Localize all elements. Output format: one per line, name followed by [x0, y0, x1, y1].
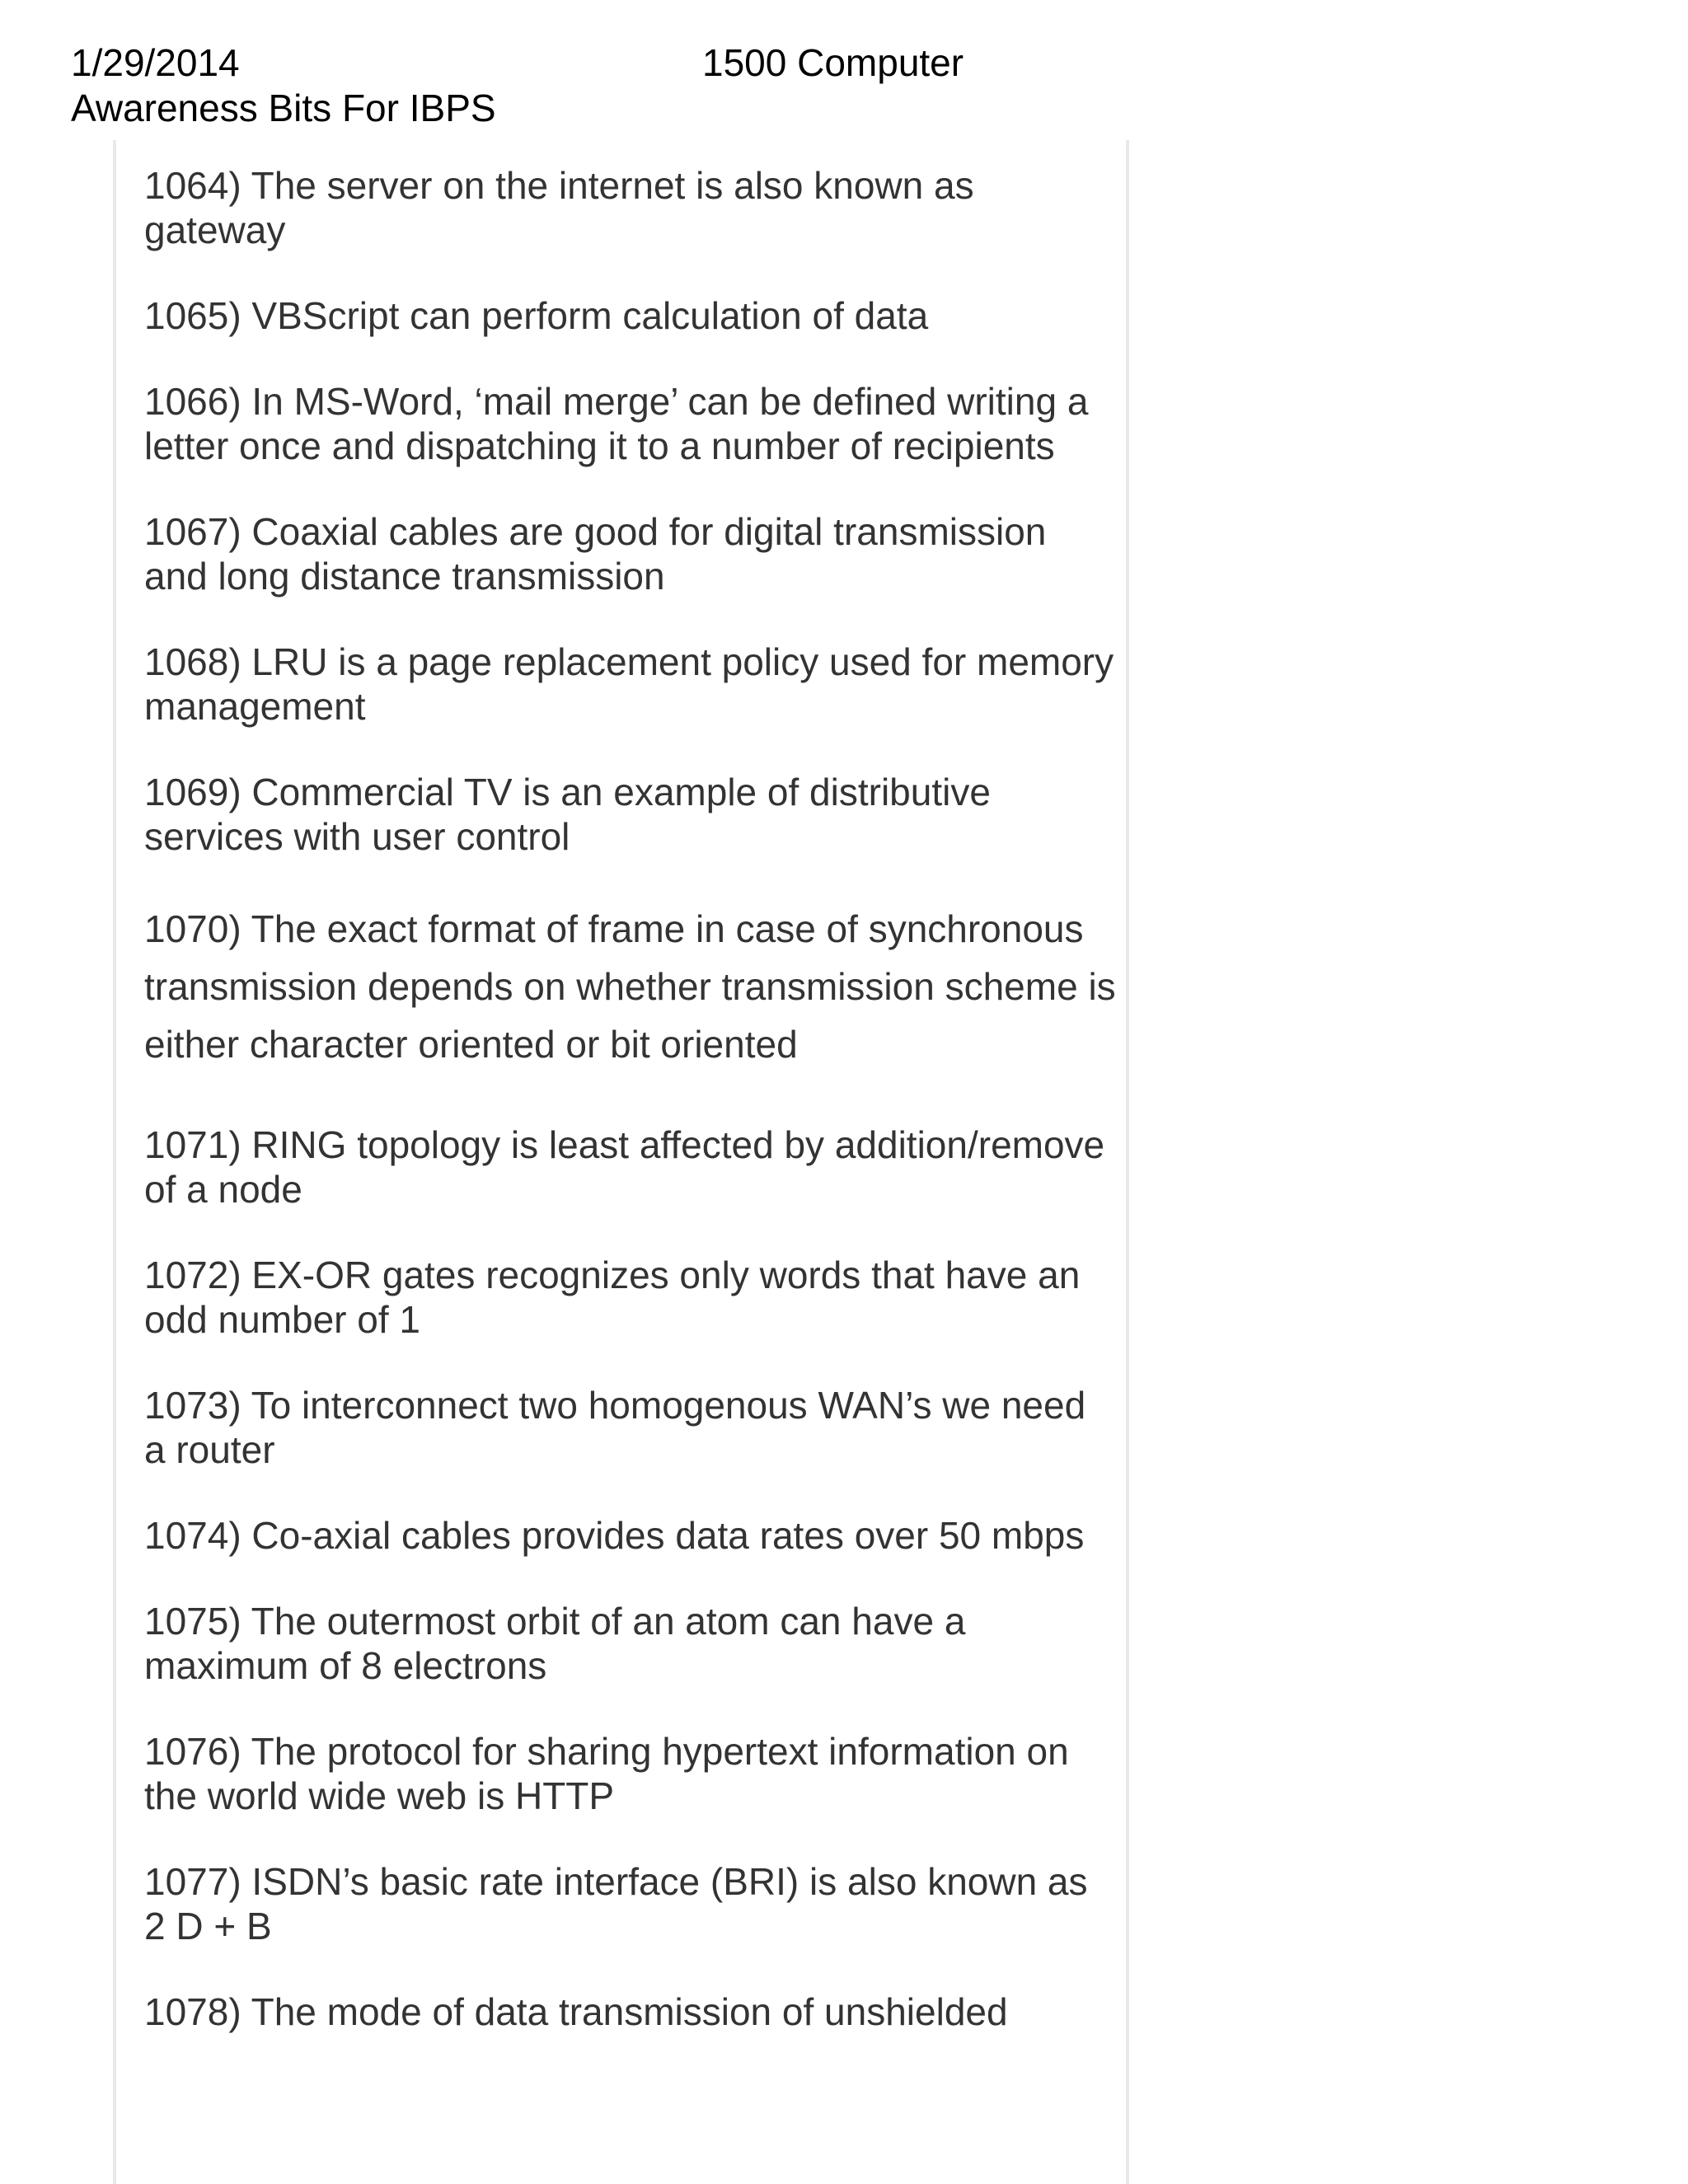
list-item: 1065) VBScript can perform calculation of data [144, 294, 929, 337]
list-item: 1067) Coaxial cables are good for digital transmission and long distance transmission [144, 510, 1047, 598]
content-panel [113, 140, 1129, 2184]
list-item: 1076) The protocol for sharing hypertext information on the world wide web is HTTP [144, 1730, 1069, 1817]
list-item: 1071) RING topology is least affected by addition/remove of a node [144, 1123, 1105, 1211]
header-title-continued: Awareness Bits For IBPS [71, 87, 496, 129]
list-item: 1075) The outermost orbit of an atom can have a maximum of 8 electrons [144, 1600, 966, 1687]
list-item: 1074) Co-axial cables provides data rates over 50 mbps [144, 1514, 1085, 1557]
list-item: 1072) EX-OR gates recognizes only words that have an odd number of 1 [144, 1254, 1081, 1341]
page-header [71, 40, 1060, 130]
list-item: 1073) To interconnect two homogenous WAN’s we need a router [144, 1384, 1086, 1471]
list-item: 1069) Commercial TV is an example of distributive services with user control [144, 771, 991, 858]
list-item: 1068) LRU is a page replacement policy used for memory management [144, 640, 1114, 728]
list-item: 1077) ISDN’s basic rate interface (BRI) is also known as 2 D + B [144, 1860, 1088, 1947]
list-item: 1066) In MS-Word, ‘mail merge’ can be defined writing a letter once and dispatching it to a number of recipients [144, 380, 1089, 467]
list-item: 1070) The exact format of frame in case of synchronous transmission depends on whether transmission scheme is either character oriented or bit oriented [144, 907, 1116, 1066]
header-title: 1500 Computer [702, 41, 964, 84]
header-date: 1/29/2014 [71, 41, 240, 84]
list-item: 1064) The server on the internet is also known as gateway [144, 164, 974, 251]
list-item: 1078) The mode of data transmission of unshielded [144, 1990, 1008, 2033]
entry-list [144, 163, 1117, 2075]
